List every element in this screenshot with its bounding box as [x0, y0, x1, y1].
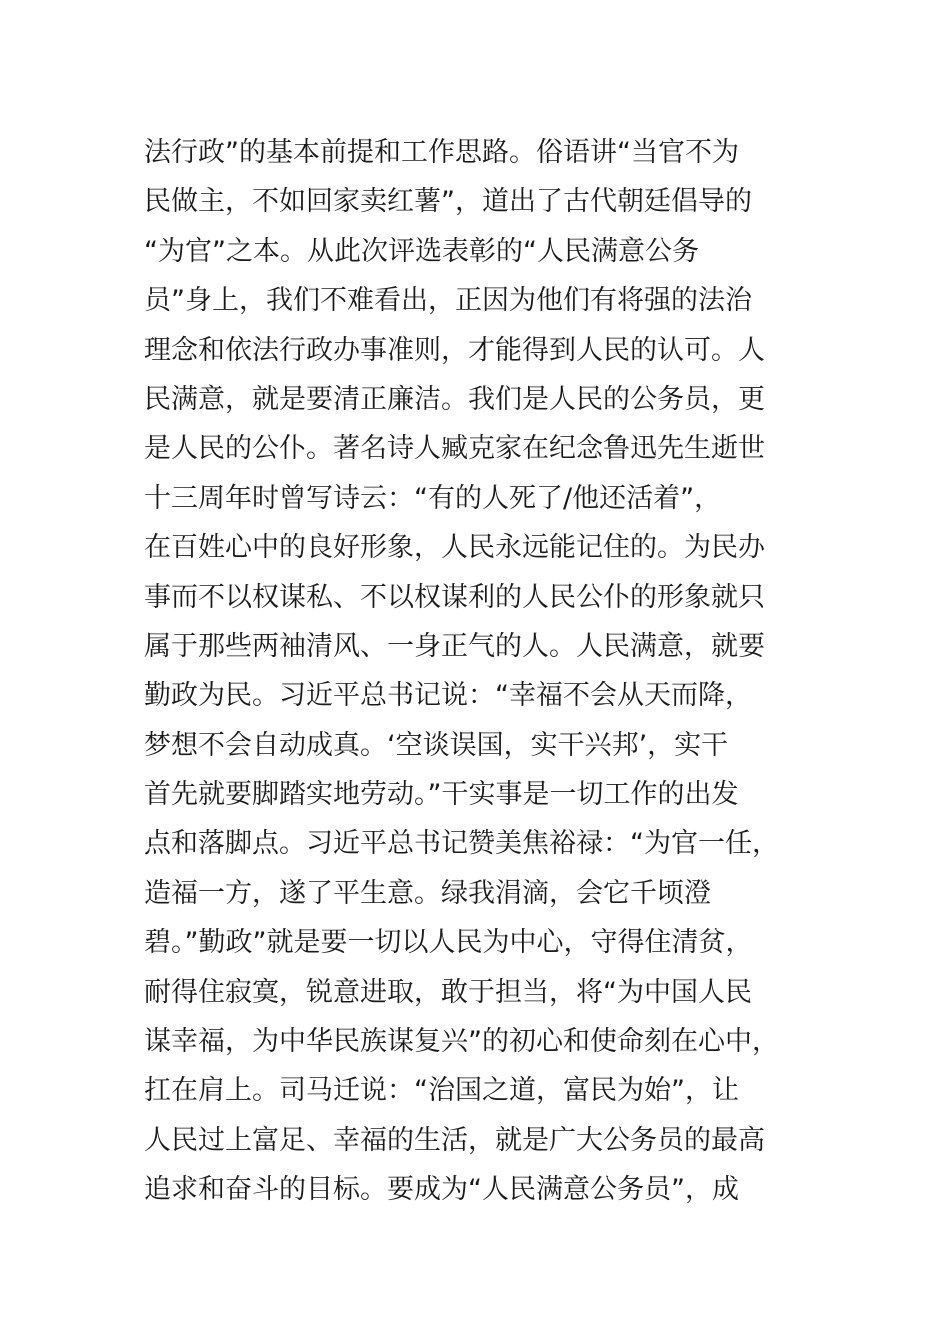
text-line: 谋幸福，为中华民族谋复兴”的初心和使命刻在心中， [144, 1026, 779, 1058]
text-line: 民做主，不如回家卖红薯”，道出了古代朝廷倡导的 [144, 186, 752, 218]
text-line: 首先就要脚踏实地劳动。”干实事是一切工作的出发 [144, 779, 739, 811]
text-line: 人民过上富足、幸福的生活，就是广大公务员的最高 [144, 1124, 765, 1156]
text-line: “为官”之本。从此次评选表彰的“人民满意公务 [144, 235, 699, 267]
text-line: 耐得住寂寞，锐意进取，敢于担当，将“为中国人民 [144, 976, 752, 1008]
text-line: 点和落脚点。习近平总书记赞美焦裕禄：“为官一任， [144, 828, 779, 860]
text-line: 碧。”勤政”就是要一切以人民为中心，守得住清贫， [144, 927, 753, 959]
text-line: 勤政为民。习近平总书记说：“幸福不会从天而降， [144, 680, 752, 712]
text-line: 法行政”的基本前提和工作思路。俗语讲“当官不为 [144, 137, 739, 168]
text-line: 扛在肩上。司马迁说：“治国之道，富民为始”，让 [144, 1075, 739, 1107]
text-line: 属于那些两袖清风、一身正气的人。人民满意，就要 [144, 630, 765, 662]
text-line: 事而不以权谋私、不以权谋利的人民公仆的形象就只 [144, 581, 765, 613]
text-line: 十三周年时曾写诗云：“有的人死了/他还活着”， [144, 482, 722, 514]
text-line: 造福一方，遂了平生意。绿我涓滴，会它千顷澄 [144, 877, 711, 909]
text-line: 追求和奋斗的目标。要成为“人民满意公务员”，成 [144, 1174, 739, 1206]
text-line: 是人民的公仆。著名诗人臧克家在纪念鲁迅先生逝世 [144, 433, 765, 465]
text-line: 民满意，就是要清正廉洁。我们是人民的公务员，更 [144, 383, 765, 415]
text-line: 员”身上，我们不难看出，正因为他们有将强的法治 [144, 285, 752, 317]
text-line: 在百姓心中的良好形象，人民永远能记住的。为民办 [144, 532, 765, 564]
text-line: 理念和依法行政办事准则，才能得到人民的认可。人 [144, 334, 765, 366]
text-line: 梦想不会自动成真。‘空谈误国，实干兴邦’，实干 [144, 729, 729, 761]
body-text [144, 128, 834, 1215]
